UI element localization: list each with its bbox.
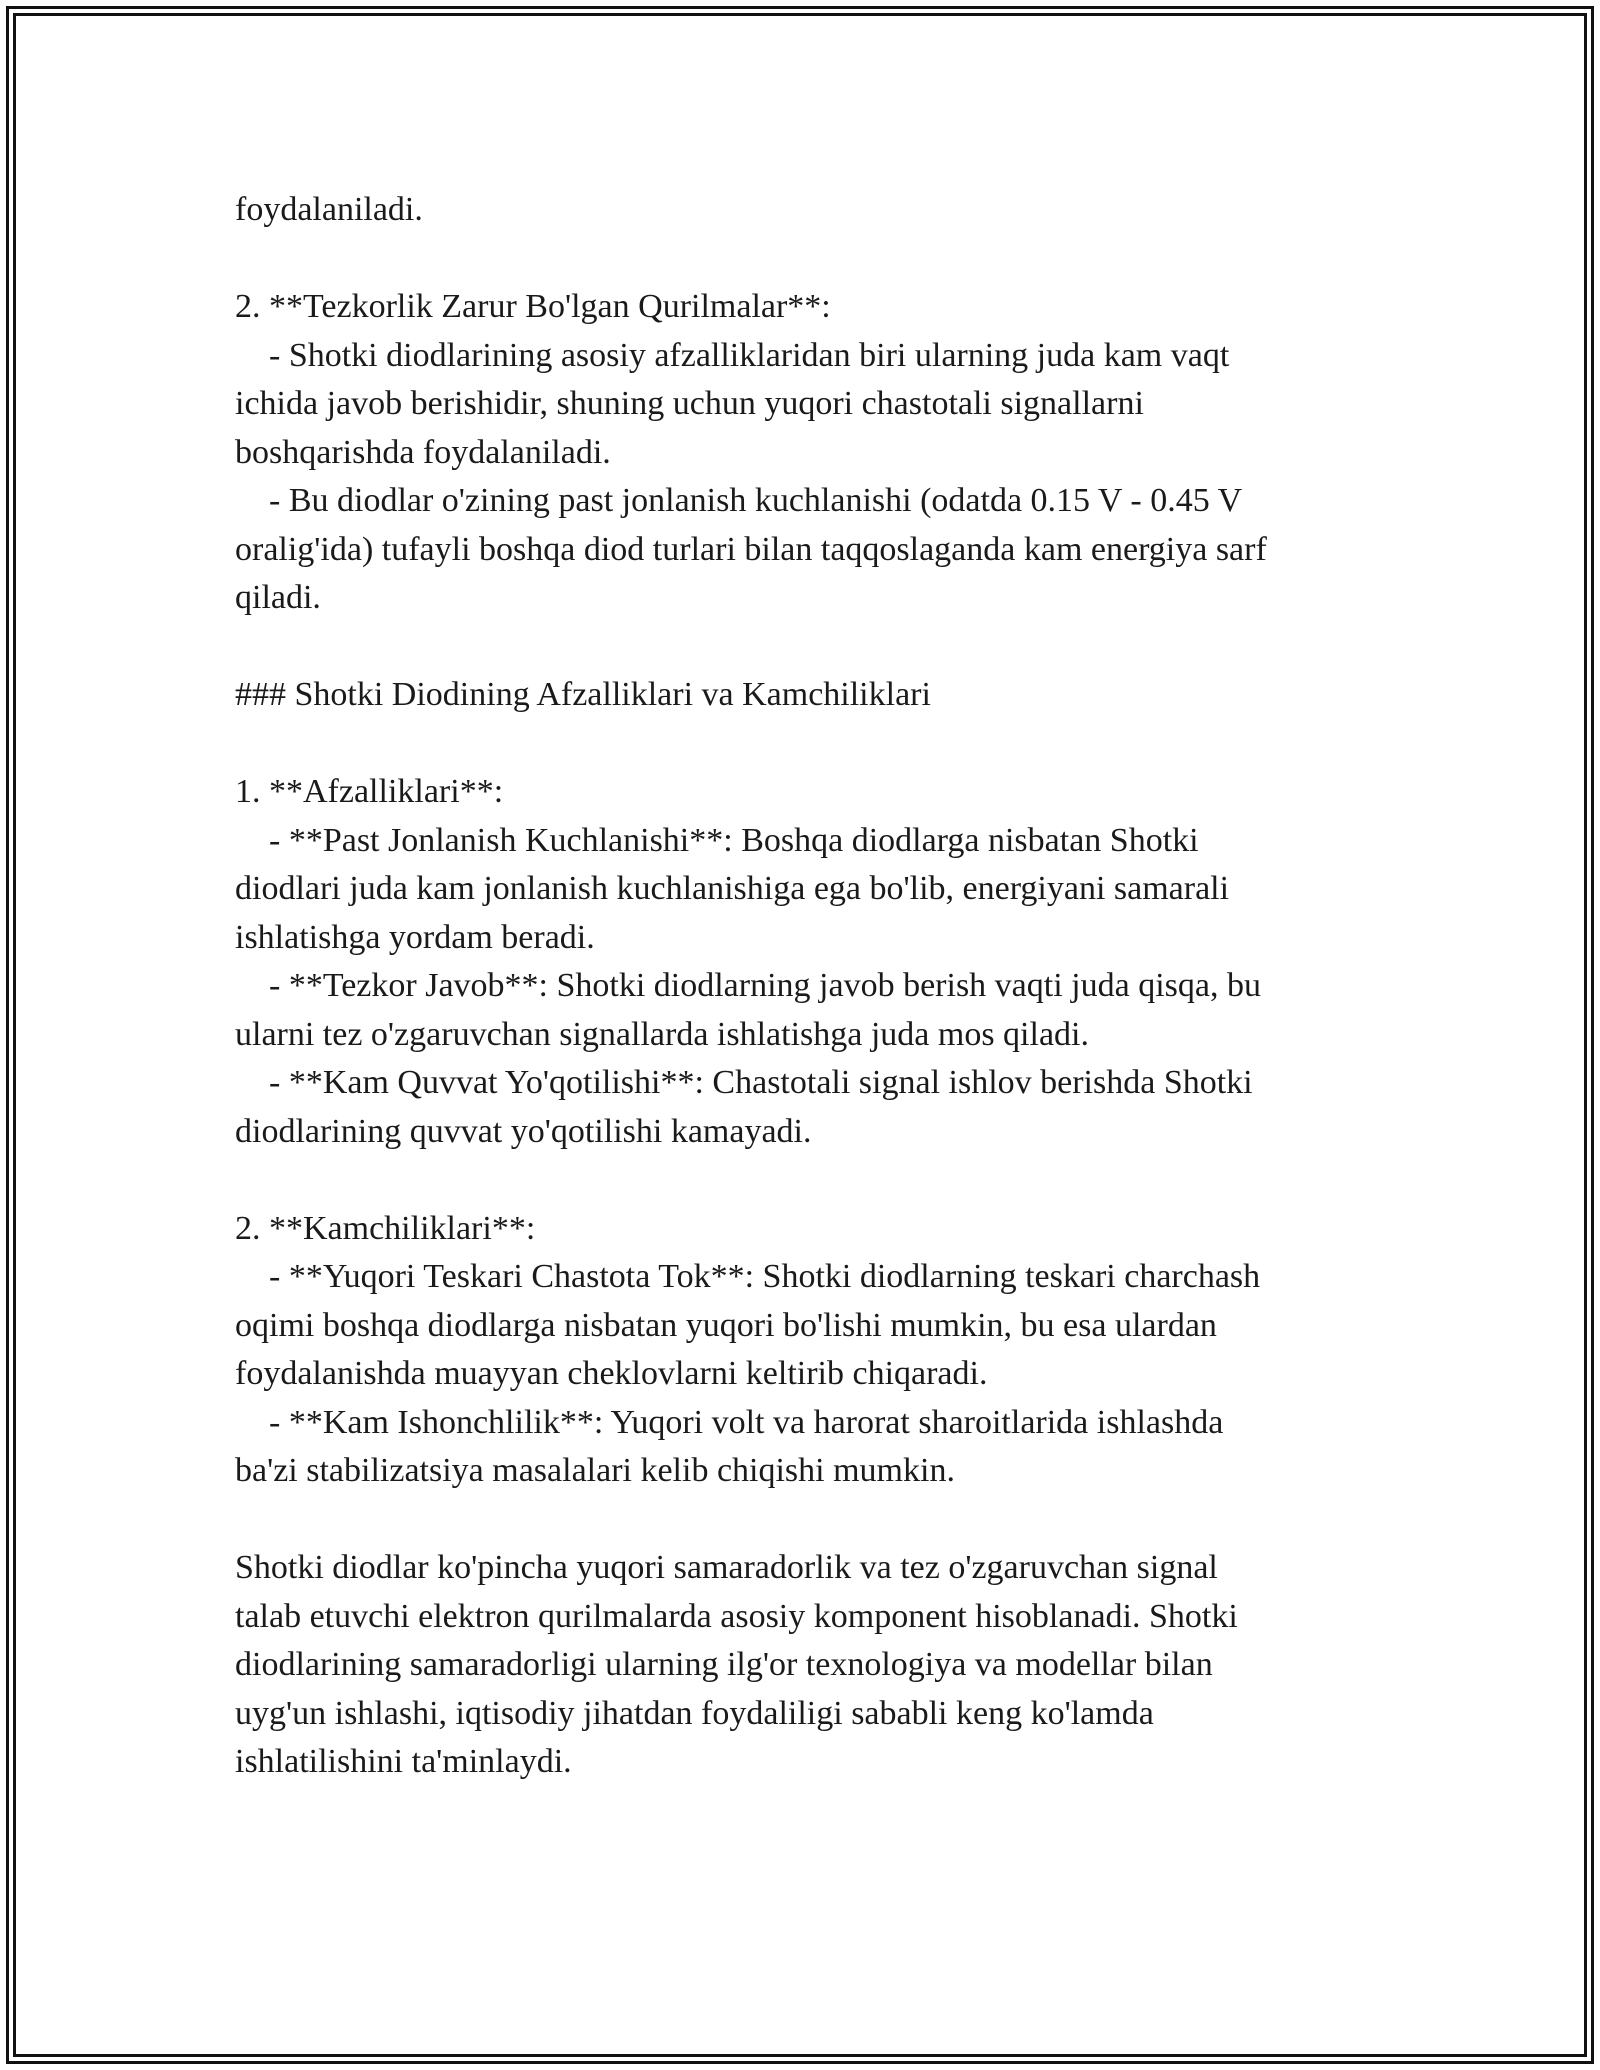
- text-line: oqimi boshqa diodlarga nisbatan yuqori bo'lishi mumkin, bu esa ulardan: [235, 1306, 1217, 1344]
- list-heading: 2. **Kamchiliklari**:: [235, 1209, 536, 1247]
- blank-line: [235, 623, 1365, 672]
- text-line: ishlatilishini ta'minlaydi.: [235, 1743, 572, 1780]
- text-line: - **Kam Quvvat Yo'qotilishi**: Chastotali signal ishlov berishda Shotki: [235, 1064, 1253, 1101]
- text-line: talab etuvchi elektron qurilmalarda asosiy komponent hisoblanadi. Shotki: [235, 1597, 1238, 1635]
- blank-line: [235, 1156, 1365, 1205]
- text-line: diodlari juda kam jonlanish kuchlanishiga ega bo'lib, energiyani samarali: [235, 870, 1230, 907]
- blank-line: [235, 1496, 1365, 1545]
- text-line: - Shotki diodlarining asosiy afzalliklaridan biri ularning juda kam vaqt: [235, 336, 1230, 374]
- text-line: ba'zi stabilizatsiya masalalari kelib chiqishi mumkin.: [235, 1452, 955, 1489]
- blank-line: [235, 720, 1365, 769]
- text-line: - **Yuqori Teskari Chastota Tok**: Shotki diodlarning teskari charchash: [235, 1258, 1261, 1295]
- text-line: uyg'un ishlashi, iqtisodiy jihatdan foydaliligi sababli keng ko'lamda: [235, 1694, 1154, 1732]
- text-line: boshqarishda foydalaniladi.: [235, 433, 611, 471]
- text-line: ularni tez o'zgaruvchan signallarda ishlatishga juda mos qiladi.: [235, 1015, 1089, 1053]
- text-line: Shotki diodlar ko'pincha yuqori samaradorlik va tez o'zgaruvchan signal: [235, 1549, 1218, 1586]
- text-line: ichida javob berishidir, shuning uchun yuqori chastotali signallarni: [235, 385, 1144, 422]
- text-line: diodlarining samaradorligi ularning ilg'or texnologiya va modellar bilan: [235, 1646, 1213, 1683]
- text-line: ishlatishga yordam beradi.: [235, 918, 595, 956]
- text-line: - **Tezkor Javob**: Shotki diodlarning javob berish vaqti juda qisqa, bu: [235, 967, 1261, 1004]
- blank-line: [235, 235, 1365, 284]
- text-line: foydalaniladi.: [235, 191, 423, 228]
- document-body: [235, 186, 1365, 1787]
- list-heading: 2. **Tezkorlik Zarur Bo'lgan Qurilmalar**:: [235, 288, 831, 325]
- text-line: - **Kam Ishonchlilik**: Yuqori volt va harorat sharoitlarida ishlashda: [235, 1403, 1224, 1441]
- list-heading: 1. **Afzalliklari**:: [235, 773, 504, 810]
- text-line: - **Past Jonlanish Kuchlanishi**: Boshqa diodlarga nisbatan Shotki: [235, 821, 1199, 859]
- text-line: oralig'ida) tufayli boshqa diod turlari bilan taqqoslaganda kam energiya sarf: [235, 530, 1267, 568]
- text-line: diodlarining quvvat yo'qotilishi kamayadi.: [235, 1112, 812, 1150]
- section-heading: ### Shotki Diodining Afzalliklari va Kamchiliklari: [235, 676, 931, 713]
- text-line: qiladi.: [235, 579, 321, 616]
- text-line: foydalanishda muayyan cheklovlarni keltirib chiqaradi.: [235, 1355, 988, 1392]
- text-line: - Bu diodlar o'zining past jonlanish kuchlanishi (odatda 0.15 V - 0.45 V: [235, 482, 1243, 519]
